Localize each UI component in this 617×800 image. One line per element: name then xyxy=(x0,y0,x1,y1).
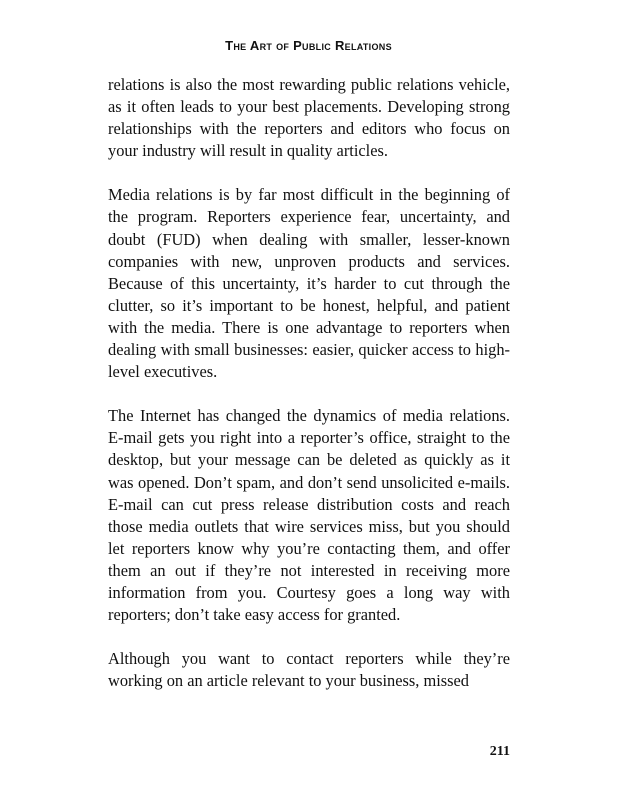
paragraph: The Internet has changed the dynamics of media relations. E-mail gets you right into a reporter’s office, straight to the desktop, but your message can be deleted as quickly as it was opened. Don’t spam, and don’t send unsolicited e-mails. E-mail can cut press release distribution costs and reach those media outlets that wire services miss, but you should let reporters know why you’re contacting them, and offer them an out if they’re not interested in receiving more information from you. Courtesy goes a long way with reporters; don’t take easy access for granted. xyxy=(108,406,510,625)
page-number: 211 xyxy=(489,744,510,759)
paragraph: Although you want to contact reporters while they’re working on an article relevant to your business, missed xyxy=(108,649,510,691)
paragraph: Media relations is by far most difficult in the beginning of the program. Reporters experience fear, uncertainty, and doubt (FUD) when dealing with smaller, lesser-known companies with new, unproven products and services. Because of this uncertainty, it’s harder to cut through the clutter, so it’s important to be honest, helpful, and patient with the media. There is one advantage to reporters when dealing with small businesses: easier, quicker access to high-level executives. xyxy=(108,185,510,382)
paragraph: relations is also the most rewarding public relations vehicle, as it often leads to your best placements. Developing strong relationships with the reporters and editors who focus on your industry will result in quality articles. xyxy=(108,75,510,161)
running-head: The Art of Public Relations xyxy=(225,38,392,53)
body-text xyxy=(108,74,510,714)
